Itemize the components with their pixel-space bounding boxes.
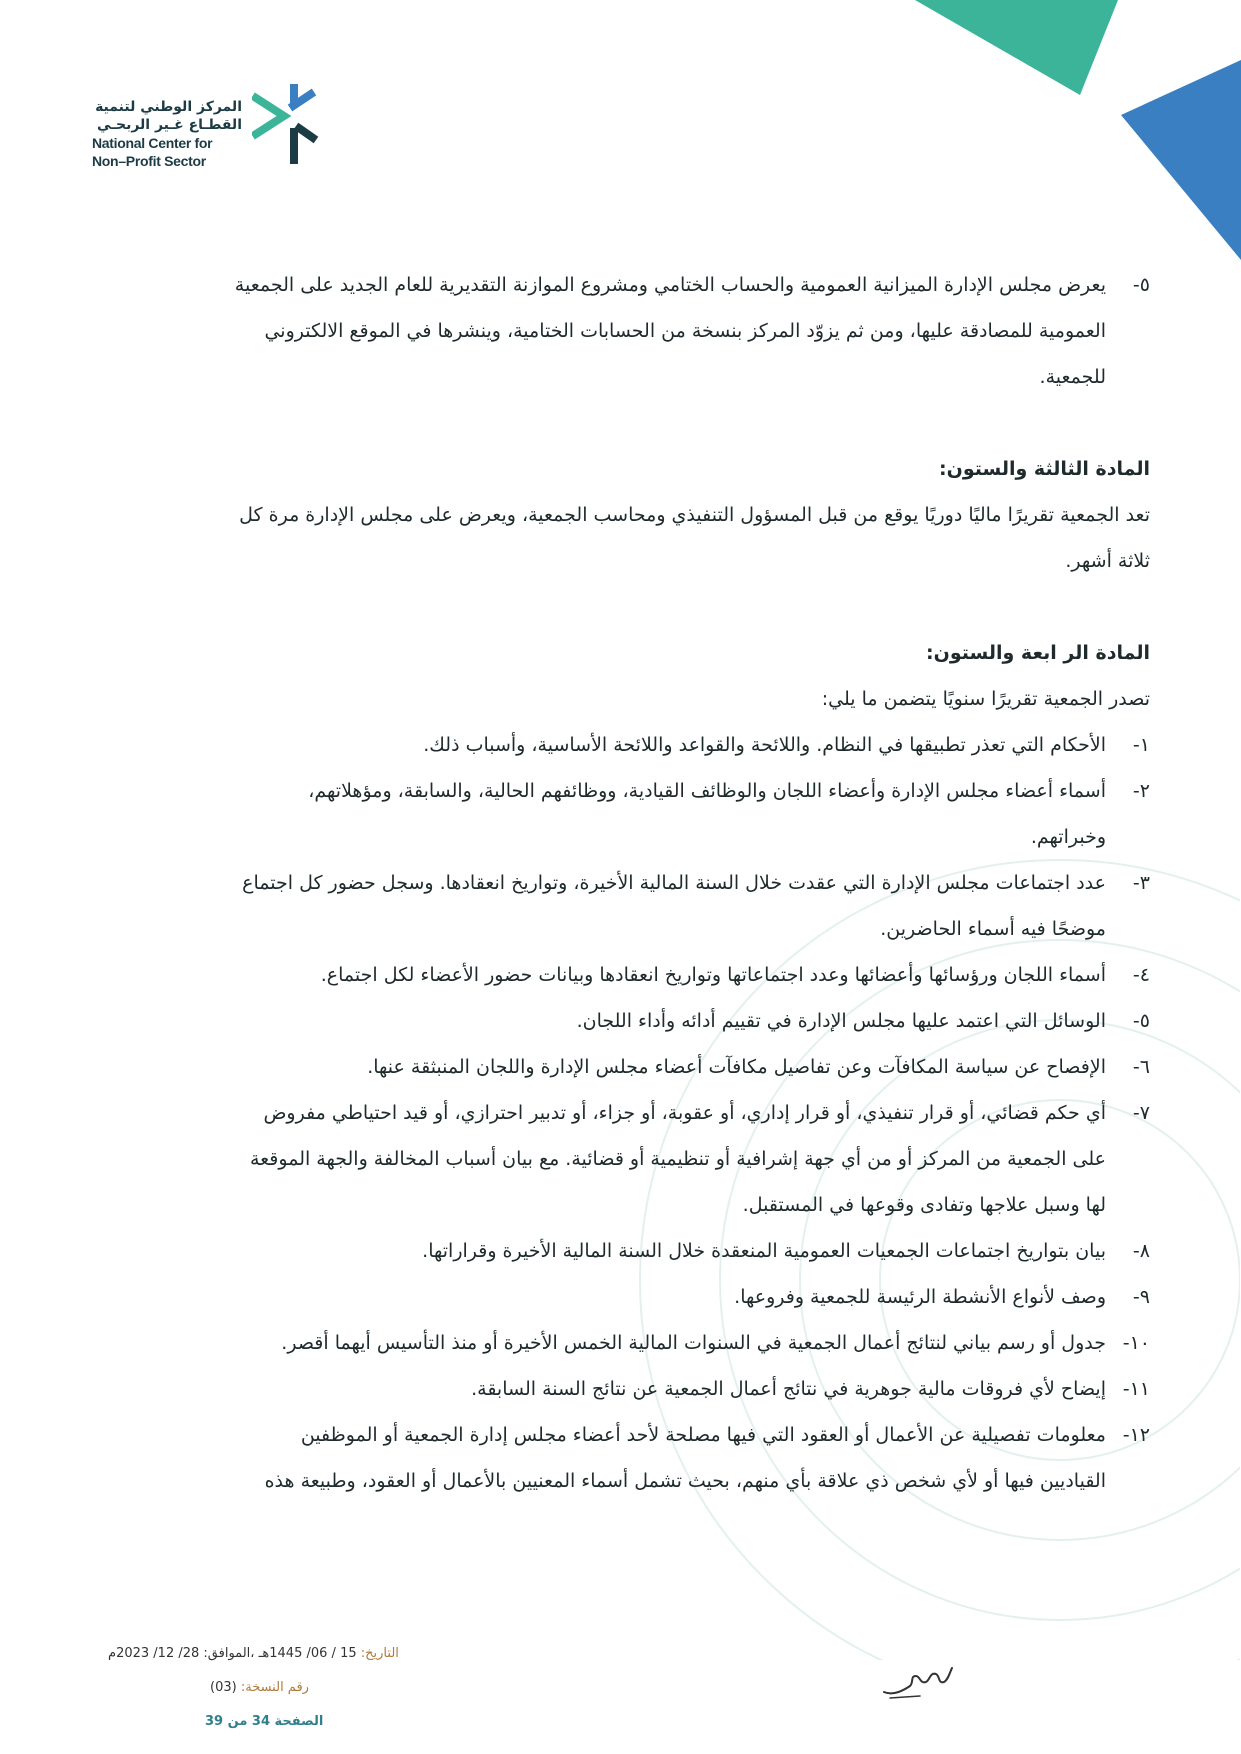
item-line: لها وسبل علاجها وتفادى وقوعها في المستقبل. [742, 1194, 1106, 1216]
item-line: الأحكام التي تعذر تطبيقها في النظام. واللائحة والقواعد واللائحة الأساسية، وأسباب ذلك. [423, 734, 1106, 756]
logo-name-en-line2: Non–Profit Sector [92, 153, 206, 169]
signature-icon [880, 1662, 960, 1702]
list-item [90, 1228, 1150, 1274]
footer-page-number: الصفحة 34 من 39 [205, 1714, 324, 1729]
item-line: الوسائل التي اعتمد عليها مجلس الإدارة في تقييم أدائه وأداء اللجان. [576, 1010, 1106, 1032]
list-item [90, 860, 1150, 952]
organization-logo [92, 78, 332, 188]
item-number: ٢- [1132, 780, 1150, 802]
footer-version-value: (03) [210, 1680, 237, 1695]
item-line: جدول أو رسم بياني لنتائج أعمال الجمعية في السنوات المالية الخمس الأخيرة أو منذ التأسيس أيهما أقصر. [281, 1332, 1106, 1354]
item-line: موضحًا فيه أسماء الحاضرين. [880, 918, 1106, 940]
item-line: على الجمعية من المركز أو من أي جهة إشرافية أو تنظيمية أو قضائية. مع بيان أسباب المخالفة والجهة الموقعة [249, 1148, 1106, 1170]
list-item [90, 1090, 1150, 1228]
item-line: بيان بتواريخ اجتماعات الجمعيات العمومية المنعقدة خلال السنة المالية الأخيرة وقراراتها. [422, 1240, 1106, 1262]
footer-date-value: 15 / 06/ 1445هـ ،الموافق: 28/ 12/ 2023م [108, 1646, 357, 1661]
list-item [90, 1274, 1150, 1320]
item-number: ٤- [1132, 964, 1150, 986]
item-line: إيضاح لأي فروقات مالية جوهرية في نتائج أعمال الجمعية عن نتائج السنة السابقة. [471, 1378, 1106, 1400]
article-63-heading: المادة الثالثة والستون: [939, 458, 1150, 480]
list-item [90, 1044, 1150, 1090]
item-line: يعرض مجلس الإدارة الميزانية العمومية والحساب الختامي ومشروع الموازنة التقديرية للعام الجديد على الجمعية [234, 274, 1106, 296]
item-number: ٣- [1132, 872, 1150, 894]
item-line: معلومات تفصيلية عن الأعمال أو العقود التي فيها مصلحة لأحد أعضاء مجلس إدارة الجمعية أو الموظفين [300, 1424, 1106, 1446]
item-number: ١- [1132, 734, 1150, 756]
item-line: أي حكم قضائي، أو قرار تنفيذي، أو قرار إداري، أو عقوبة، أو جزاء، أو تدبير احترازي، أو قيد احتياطي مفروض [263, 1102, 1106, 1124]
article-63-line: ثلاثة أشهر. [1065, 550, 1150, 572]
item-line: وخبراتهم. [1030, 826, 1106, 848]
article-64-intro: تصدر الجمعية تقريرًا سنويًا يتضمن ما يلي: [821, 688, 1150, 710]
item-number: ٩- [1132, 1286, 1150, 1308]
item-number: ١٠- [1122, 1332, 1150, 1354]
item-line: للجمعية. [1039, 366, 1106, 388]
page-footer [0, 1630, 500, 1750]
article-64-heading: المادة الر ابعة والستون: [926, 642, 1150, 664]
item-number: ١٢- [1122, 1424, 1150, 1446]
logo-name-ar-line2: القطـاع غـير الربحـي [97, 117, 242, 133]
item-number: ٥- [1132, 274, 1150, 296]
logo-name-ar-line1: المركز الوطني لتنمية [95, 99, 242, 115]
decorative-triangle-right [1101, 60, 1241, 270]
item-number: ١١- [1122, 1378, 1150, 1400]
article-63-line: تعد الجمعية تقريرًا ماليًا دوريًا يوقع من قبل المسؤول التنفيذي ومحاسب الجمعية، ويعرض على مجلس الإدارة مرة كل [239, 504, 1150, 526]
footer-version [210, 1680, 309, 1695]
list-item [90, 722, 1150, 768]
item-line: عدد اجتماعات مجلس الإدارة التي عقدت خلال السنة المالية الأخيرة، وتواريخ انعقادها. وسجل حضور كل اجتماع [242, 872, 1106, 894]
logo-text [92, 98, 242, 170]
item-line: وصف لأنواع الأنشطة الرئيسة للجمعية وفروعها. [734, 1286, 1106, 1308]
footer-version-label: رقم النسخة: [240, 1680, 309, 1695]
list-item [90, 998, 1150, 1044]
list-item [90, 1366, 1150, 1412]
item-number: ٧- [1132, 1102, 1150, 1124]
item-line: أسماء اللجان ورؤسائها وأعضائها وعدد اجتماعاتها وتواريخ انعقادها وبيانات حضور الأعضاء لكل اجتماع. [320, 964, 1106, 986]
item-number: ٨- [1132, 1240, 1150, 1262]
list-item [90, 1412, 1150, 1504]
item-line: القياديين فيها أو لأي شخص ذي علاقة بأي منهم، بحيث تشمل أسماء المعنيين بالأعمال أو العقود، وطبيعة هذه [264, 1470, 1106, 1492]
list-item [90, 952, 1150, 998]
footer-date [108, 1646, 399, 1661]
item-number: ٥- [1132, 1010, 1150, 1032]
list-item [90, 262, 1150, 400]
item-number: ٦- [1132, 1056, 1150, 1078]
item-line: العمومية للمصادقة عليها، ومن ثم يزوّد المركز بنسخة من الحسابات الختامية، وينشرها في الموقع الالكتروني [264, 320, 1106, 342]
item-line: أسماء أعضاء مجلس الإدارة وأعضاء اللجان والوظائف القيادية، ووظائفهم الحالية، والسابقة، ومؤهلاتهم، [308, 780, 1106, 802]
list-item [90, 1320, 1150, 1366]
document-body [90, 262, 1150, 1504]
footer-date-label: التاريخ: [360, 1646, 399, 1661]
logo-mark-icon [252, 78, 322, 178]
item-line: الإفصاح عن سياسة المكافآت وعن تفاصيل مكافآت أعضاء مجلس الإدارة واللجان المنبثقة عنها. [367, 1056, 1106, 1078]
list-item [90, 768, 1150, 860]
logo-name-en-line1: National Center for [92, 135, 213, 151]
